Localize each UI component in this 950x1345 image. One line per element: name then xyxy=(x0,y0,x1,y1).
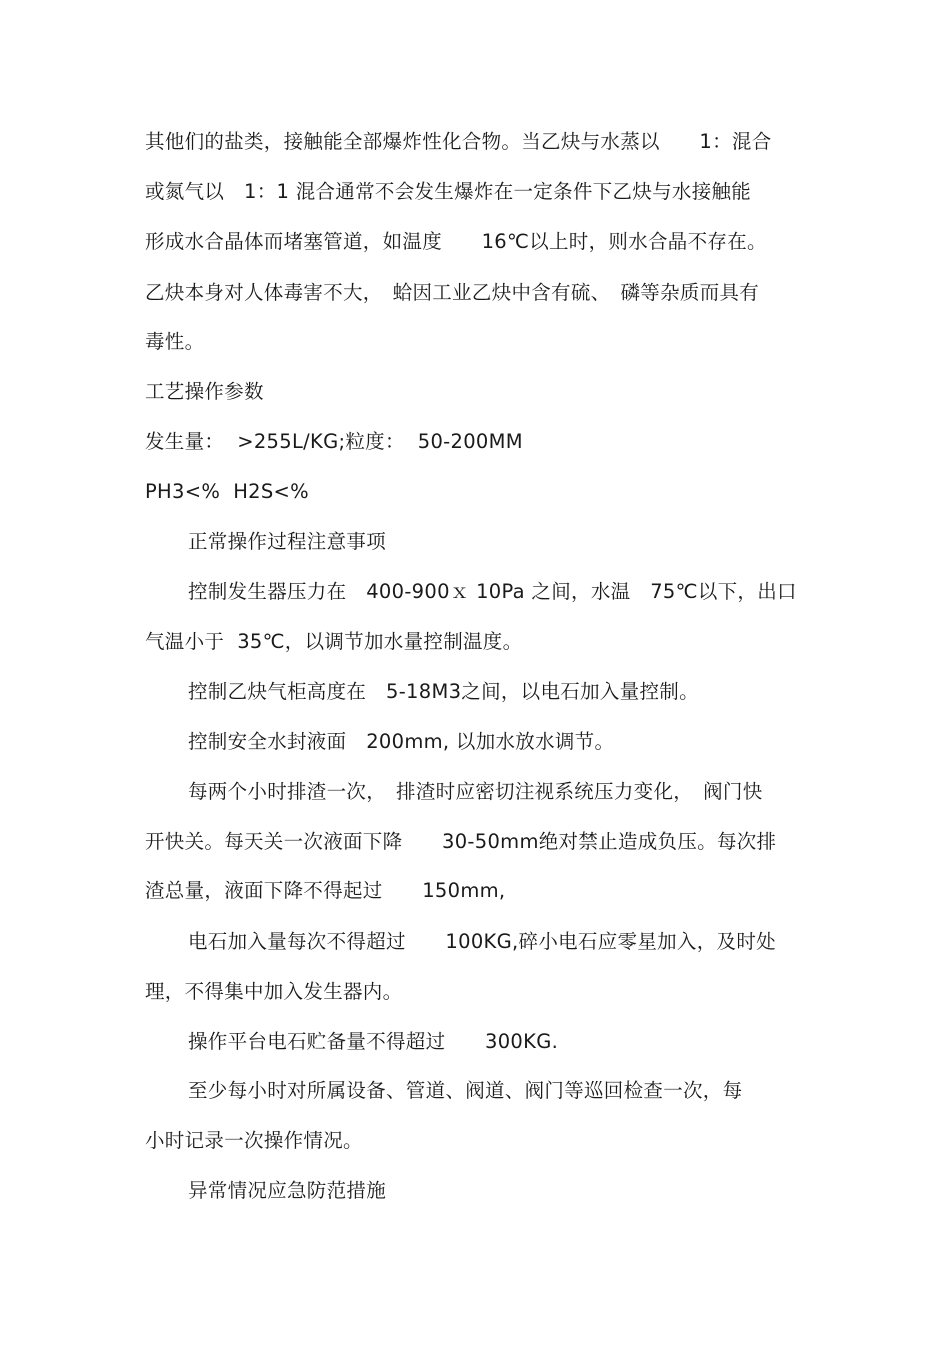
text-line: 气温小于 35℃，以调节加水量控制温度。 xyxy=(145,630,523,653)
text-line: 小时记录一次操作情况。 xyxy=(145,1129,363,1152)
text-line: 理，不得集中加入发生器内。 xyxy=(145,980,403,1003)
text-line: 每两个小时排渣一次， 排渣时应密切注视系统压力变化， 阀门快 xyxy=(188,780,763,803)
text-line: 电石加入量每次不得超过 100KG,碎小电石应零星加入，及时处 xyxy=(188,930,776,953)
text-line: 形成水合晶体而堵塞管道，如温度 16℃以上时，则水合晶不存在。 xyxy=(145,230,767,253)
text-line: PH3<% H2S<% xyxy=(145,480,310,503)
text-line: 发生量： >255L/KG;粒度： 50-200MM xyxy=(145,430,523,453)
text-line: 开快关。每天关一次液面下降 30-50mm绝对禁止造成负压。每次排 xyxy=(145,830,777,853)
text-line: 毒性。 xyxy=(145,330,205,353)
text-line: 控制乙炔气柜高度在 5-18M3之间，以电石加入量控制。 xyxy=(188,680,699,703)
section-heading: 正常操作过程注意事项 xyxy=(188,530,387,553)
text-line: 或氮气以 1：1 混合通常不会发生爆炸在一定条件下乙炔与水接触能 xyxy=(145,180,752,203)
text-line: 控制安全水封液面 200mm, 以加水放水调节。 xyxy=(188,730,615,753)
text-line: 控制发生器压力在 400-900ｘ 10Pa 之间，水温 75℃以下，出口 xyxy=(188,580,797,603)
section-heading: 工艺操作参数 xyxy=(145,380,264,403)
text-line: 渣总量，液面下降不得起过 150mm, xyxy=(145,879,506,902)
text-line: 乙炔本身对人体毒害不大， 蛤因工业乙炔中含有硫、 磷等杂质而具有 xyxy=(145,281,760,304)
section-heading: 异常情况应急防范措施 xyxy=(188,1179,387,1202)
text-line: 至少每小时对所属设备、管道、阀道、阀门等巡回检查一次，每 xyxy=(188,1079,743,1102)
text-line: 其他们的盐类，接触能全部爆炸性化合物。当乙炔与水蒸以 1：混合 xyxy=(145,130,772,153)
text-line: 操作平台电石贮备量不得超过 300KG. xyxy=(188,1030,559,1053)
